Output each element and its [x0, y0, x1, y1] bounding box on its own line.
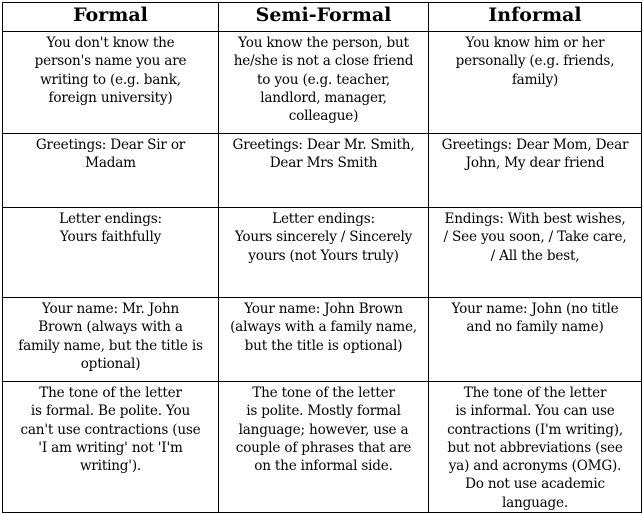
letter-types-table: [2, 2, 642, 513]
header-informal: Informal: [429, 3, 642, 32]
cell-semi-formal: Your name: John Brown (always with a family name, but the title is optional): [219, 298, 429, 382]
cell-formal: Greetings: Dear Sir or Madam: [3, 134, 219, 208]
table-row-audience: [3, 32, 642, 134]
cell-formal: The tone of the letter is formal. Be polite. You can't use contractions (use 'I am writing' not 'I'm writing').: [3, 382, 219, 513]
table-row-greetings: [3, 134, 642, 208]
table-row-tone: [3, 382, 642, 513]
cell-informal: You know him or her personally (e.g. friends, family): [429, 32, 642, 134]
cell-formal: Your name: Mr. John Brown (always with a family name, but the title is optional): [3, 298, 219, 382]
cell-semi-formal: Greetings: Dear Mr. Smith, Dear Mrs Smith: [219, 134, 429, 208]
header-row: [3, 3, 642, 32]
cell-informal: Greetings: Dear Mom, Dear John, My dear friend: [429, 134, 642, 208]
cell-informal: Your name: John (no title and no family name): [429, 298, 642, 382]
cell-informal: Endings: With best wishes, / See you soon, / Take care, / All the best,: [429, 208, 642, 298]
cell-informal: The tone of the letter is informal. You can use contractions (I'm writing), but not abbreviations (see ya) and acronyms (OMG). Do not use academic language.: [429, 382, 642, 513]
cell-formal: You don't know the person's name you are writing to (e.g. bank, foreign university): [3, 32, 219, 134]
cell-semi-formal: Letter endings: Yours sincerely / Sincerely yours (not Yours truly): [219, 208, 429, 298]
table-row-endings: [3, 208, 642, 298]
header-semi-formal: Semi-Formal: [219, 3, 429, 32]
cell-formal: Letter endings: Yours faithfully: [3, 208, 219, 298]
cell-semi-formal: You know the person, but he/she is not a close friend to you (e.g. teacher, landlord, manager, colleague): [219, 32, 429, 134]
header-formal: Formal: [3, 3, 219, 32]
table-row-name: [3, 298, 642, 382]
cell-semi-formal: The tone of the letter is polite. Mostly formal language; however, use a couple of phrases that are on the informal side.: [219, 382, 429, 513]
